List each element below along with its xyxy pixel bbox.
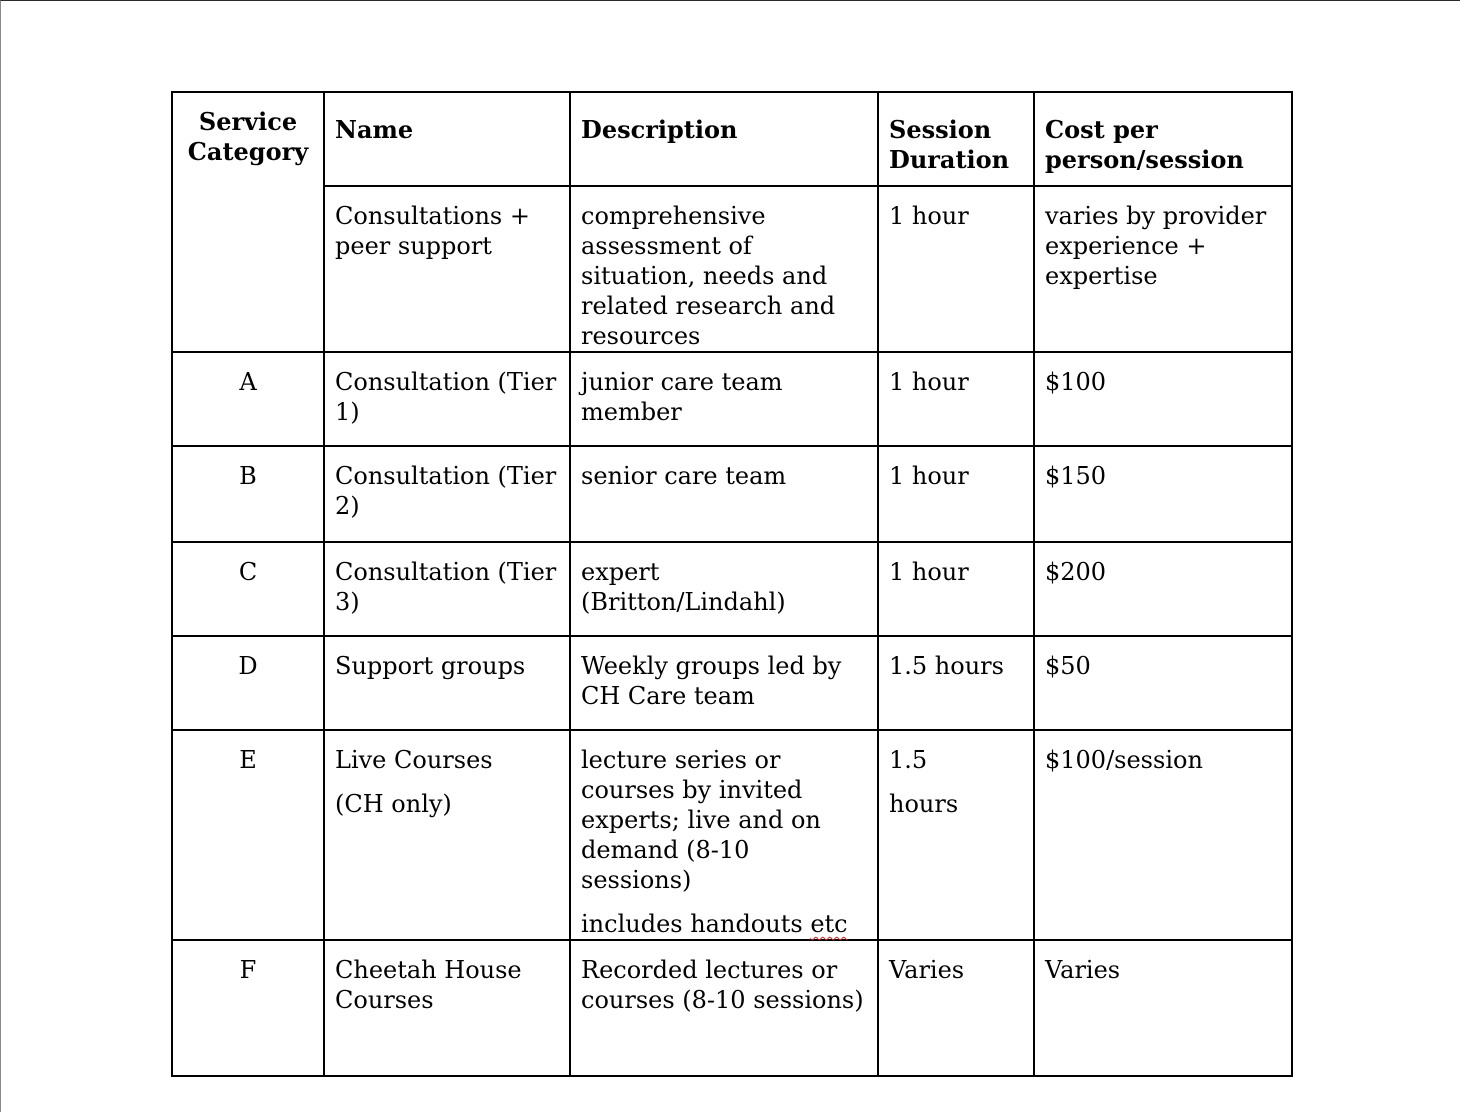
cost-cell: $100/session — [1034, 730, 1292, 940]
name-header: Name — [324, 92, 570, 186]
description-cell: expert (Britton/Lindahl) — [570, 542, 878, 636]
duration-cell: 1 hour — [878, 446, 1034, 542]
name-cell — [324, 730, 570, 940]
table-row — [172, 352, 1292, 446]
category-cell: A — [172, 352, 324, 446]
spellcheck-flagged-word: etc — [810, 910, 848, 938]
duration-cell: Varies — [878, 940, 1034, 1076]
cost-cell: $150 — [1034, 446, 1292, 542]
duration-value: 1.5 — [889, 746, 928, 774]
overview-description: comprehensive assessment of situation, needs and related research and resources — [570, 186, 878, 352]
cost-cell: $50 — [1034, 636, 1292, 730]
description-note-text: includes handouts — [581, 910, 811, 938]
description-header: Description — [570, 92, 878, 186]
name-cell: Consultation (Tier 1) — [324, 352, 570, 446]
duration-cell: 1 hour — [878, 352, 1034, 446]
session-duration-header: Session Duration — [878, 92, 1034, 186]
name-cell: Consultation (Tier 3) — [324, 542, 570, 636]
description-cell: senior care team — [570, 446, 878, 542]
category-cell: D — [172, 636, 324, 730]
name-cell: Consultation (Tier 2) — [324, 446, 570, 542]
description-note — [581, 909, 867, 939]
cost-cell: Varies — [1034, 940, 1292, 1076]
cost-cell: $100 — [1034, 352, 1292, 446]
description-text: lecture series or courses by invited experts; live and on demand (8-10 sessions) — [581, 746, 821, 894]
category-cell: E — [172, 730, 324, 940]
description-cell: Recorded lectures or courses (8-10 sessions) — [570, 940, 878, 1076]
service-pricing-table — [171, 91, 1293, 1077]
duration-cell: 1.5 hours — [878, 636, 1034, 730]
category-cell: B — [172, 446, 324, 542]
category-cell: C — [172, 542, 324, 636]
name-cell: Cheetah House Courses — [324, 940, 570, 1076]
overview-duration: 1 hour — [878, 186, 1034, 352]
name-note: (CH only) — [335, 790, 452, 818]
cost-header: Cost per person/session — [1034, 92, 1292, 186]
description-cell — [570, 730, 878, 940]
service-category-header: Service Category — [172, 92, 324, 352]
table-row — [172, 636, 1292, 730]
description-cell: Weekly groups led by CH Care team — [570, 636, 878, 730]
overview-cost: varies by provider experience + expertise — [1034, 186, 1292, 352]
category-cell: F — [172, 940, 324, 1076]
name-text: Live Courses — [335, 746, 493, 774]
table-row — [172, 730, 1292, 940]
name-cell: Support groups — [324, 636, 570, 730]
overview-name: Consultations + peer support — [324, 186, 570, 352]
duration-unit: hours — [889, 790, 959, 818]
description-cell: junior care team member — [570, 352, 878, 446]
table-row — [172, 446, 1292, 542]
table-row — [172, 542, 1292, 636]
duration-cell — [878, 730, 1034, 940]
header-row — [172, 92, 1292, 186]
overview-row — [172, 186, 1292, 352]
cost-cell: $200 — [1034, 542, 1292, 636]
table-row — [172, 940, 1292, 1076]
duration-cell: 1 hour — [878, 542, 1034, 636]
